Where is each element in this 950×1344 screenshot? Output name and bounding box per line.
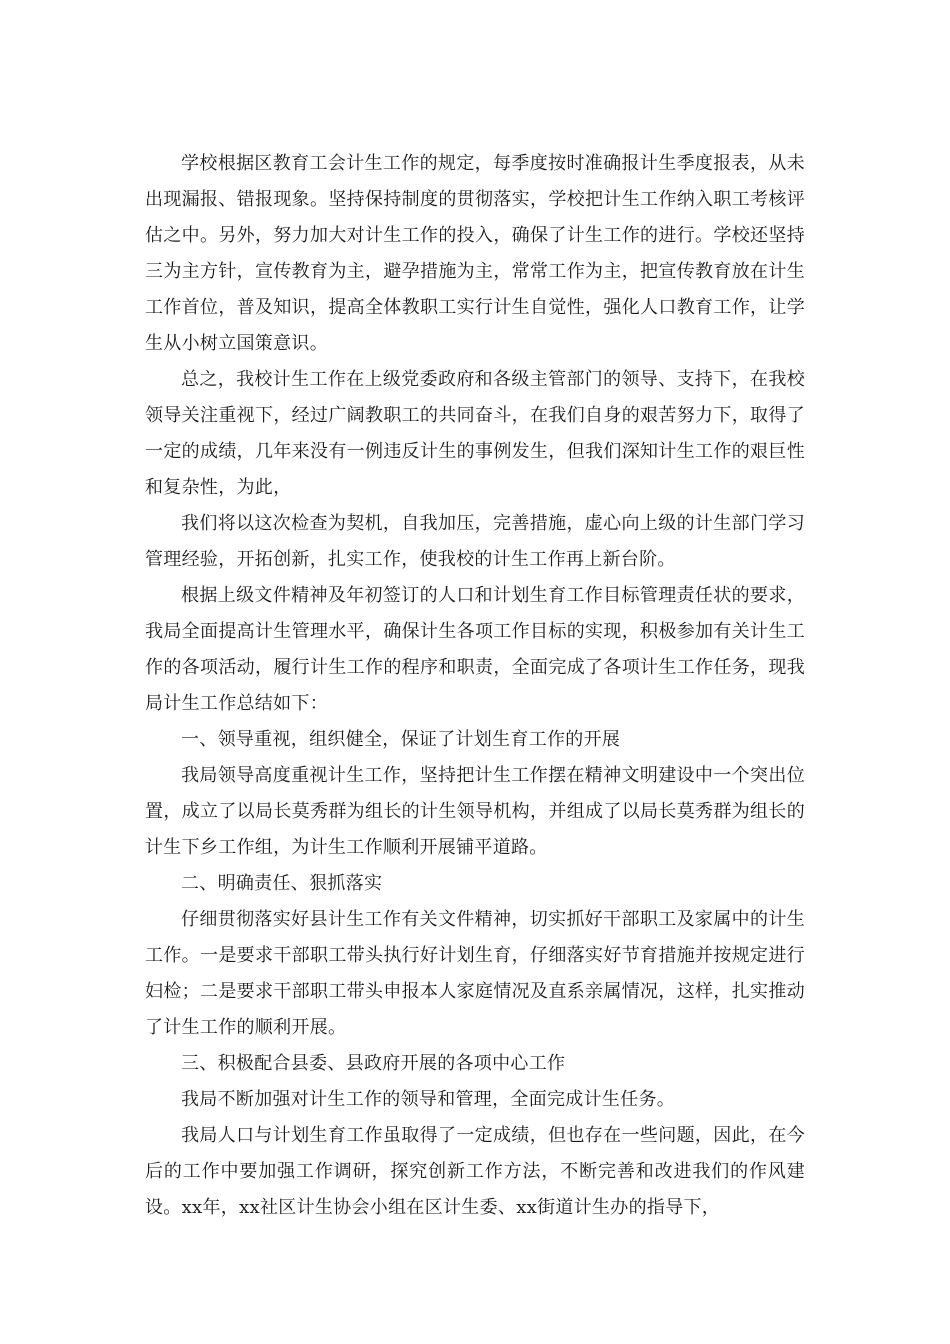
paragraph-2: 总之，我校计生工作在上级党委政府和各级主管部门的领导、支持下，在我校领导关注重视下，经过广阔教职工的共同奋斗，在我们自身的艰苦努力下，取得了一定的成绩，几年来没有一例违反计生的事例发生，但我们深知计生工作的艰巨性和复杂性，为此， xyxy=(145,369,805,498)
section-heading-3: 三、积极配合县委、县政府开展的各项中心工作 xyxy=(181,1053,566,1074)
paragraph-4: 根据上级文件精神及年初签订的人口和计划生育工作目标管理责任状的要求，我局全面提高计生管理水平，确保计生各项工作目标的实现，积极参加有关计生工作的各项活动，履行计生工作的程序和职责，全面完成了各项计生工作任务，现我局计生工作总结如下： xyxy=(145,585,805,714)
section-heading-1: 一、领导重视，组织健全，保证了计划生育工作的开展 xyxy=(181,729,621,750)
paragraph-3: 我们将以这次检查为契机，自我加压，完善措施，虚心向上级的计生部门学习管理经验，开拓创新，扎实工作，使我校的计生工作再上新台阶。 xyxy=(145,513,805,570)
paragraph-8: 我局人口与计划生育工作虽取得了一定成绩，但也存在一些问题，因此，在今后的工作中要加强工作调研，探究创新工作方法，不断完善和改进我们的作风建设。xx年，xx社区计生协会小组在区计生委、xx街道计生办的指导下， xyxy=(145,1125,805,1218)
section-heading-2: 二、明确责任、狠抓落实 xyxy=(181,873,383,894)
paragraph-6: 仔细贯彻落实好县计生工作有关文件精神，切实抓好干部职工及家属中的计生工作。一是要求干部职工带头执行好计划生育，仔细落实好节育措施并按规定进行妇检；二是要求干部职工带头申报本人家庭情况及直系亲属情况，这样，扎实推动了计生工作的顺利开展。 xyxy=(145,909,805,1038)
document-body xyxy=(145,146,805,1226)
paragraph-5: 我局领导高度重视计生工作，坚持把计生工作摆在精神文明建设中一个突出位置，成立了以局长莫秀群为组长的计生领导机构，并组成了以局长莫秀群为组长的计生下乡工作组，为计生工作顺利开展铺平道路。 xyxy=(145,765,805,858)
paragraph-1: 学校根据区教育工会计生工作的规定，每季度按时准确报计生季度报表，从未出现漏报、错报现象。坚持保持制度的贯彻落实，学校把计生工作纳入职工考核评估之中。另外，努力加大对计生工作的投入，确保了计生工作的进行。学校还坚持三为主方针，宣传教育为主，避孕措施为主，常常工作为主，把宣传教育放在计生工作首位，普及知识，提高全体教职工实行计生自觉性，强化人口教育工作，让学生从小树立国策意识。 xyxy=(145,153,805,354)
paragraph-7: 我局不断加强对计生工作的领导和管理，全面完成计生任务。 xyxy=(181,1089,676,1110)
